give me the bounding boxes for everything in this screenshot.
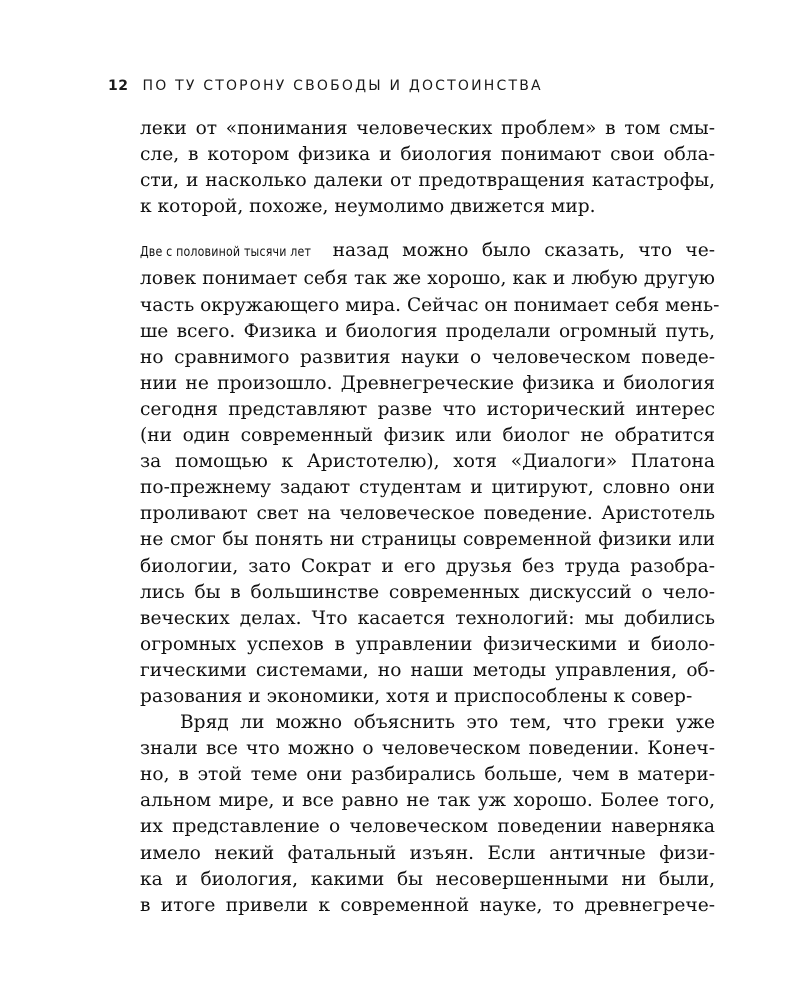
running-head (108, 78, 543, 94)
text-line: (ни один современный физик или биолог не обратится (140, 425, 715, 447)
paragraph (140, 238, 720, 710)
lead-in-line-rest: назад можно было сказать, что че- (332, 240, 715, 262)
text-line: нии не произошло. Древнегреческие физика и биология (140, 372, 715, 394)
paragraph (140, 710, 715, 919)
text-line: часть окружающего мира. Сейчас он понимает себя мень- (140, 294, 720, 316)
paragraph (140, 116, 715, 220)
text-line: сегодня представляют разве что исторический интерес (140, 398, 715, 420)
text-line: альном мире, и все равно не так уж хорошо. Более того, (140, 790, 715, 812)
text-line: сти, и насколько далеки от предотвращения катастрофы, (140, 170, 715, 192)
page-number: 12 (108, 78, 129, 94)
text-line: в итоге привели к современной науке, то древнегрече- (140, 894, 715, 916)
lead-in-small-caps: Две с половиной тысячи лет (140, 245, 312, 261)
text-line: но, в этой теме они разбирались больше, чем в матери- (140, 764, 715, 786)
text-line: сле, в котором физика и биология понимают свои обла- (140, 144, 715, 166)
text-line: биологии, зато Сократ и его друзья без труда разобра- (140, 555, 715, 577)
text-line: Вряд ли можно объяснить это тем, что греки уже (180, 712, 715, 734)
text-line: гическими системами, но наши методы управления, об- (140, 659, 715, 681)
text-line: их представление о человеческом поведении наверняка (140, 816, 715, 838)
body-text (140, 116, 720, 919)
text-line: ше всего. Физика и биология проделали огромный путь, (140, 320, 715, 342)
text-line: не смог бы понять ни страницы современной физики или (140, 529, 715, 551)
text-line: веческих делах. Что касается технологий: мы добились (140, 607, 715, 629)
text-line: за помощью к Аристотелю), хотя «Диалоги» Платона (140, 451, 715, 473)
running-title: ПО ТУ СТОРОНУ СВОБОДЫ И ДОСТОИНСТВА (142, 78, 543, 94)
text-line: ка и биология, какими бы несовершенными ни были, (140, 868, 715, 890)
text-line: леки от «понимания человеческих проблем» в том смы- (140, 118, 715, 139)
text-line: проливают свет на человеческое поведение. Аристотель (140, 503, 715, 525)
text-line: знали все что можно о человеческом поведении. Конеч- (140, 738, 715, 760)
text-line: разования и экономики, хотя и приспособлены к совер- (140, 685, 693, 707)
text-line: по-прежнему задают студентам и цитируют, словно они (140, 477, 715, 499)
text-line: ловек понимает себя так же хорошо, как и любую другую (140, 268, 715, 290)
text-line: лись бы в большинстве современных дискуссий о чело- (140, 581, 715, 603)
text-line: но сравнимого развития науки о человеческом поведе- (140, 346, 715, 368)
text-line: к которой, похоже, неумолимо движется мир. (140, 196, 596, 218)
text-line: огромных успехов в управлении физическими и биоло- (140, 633, 715, 655)
text-line (140, 238, 715, 266)
text-line: имело некий фатальный изъян. Если античные физи- (140, 842, 715, 864)
